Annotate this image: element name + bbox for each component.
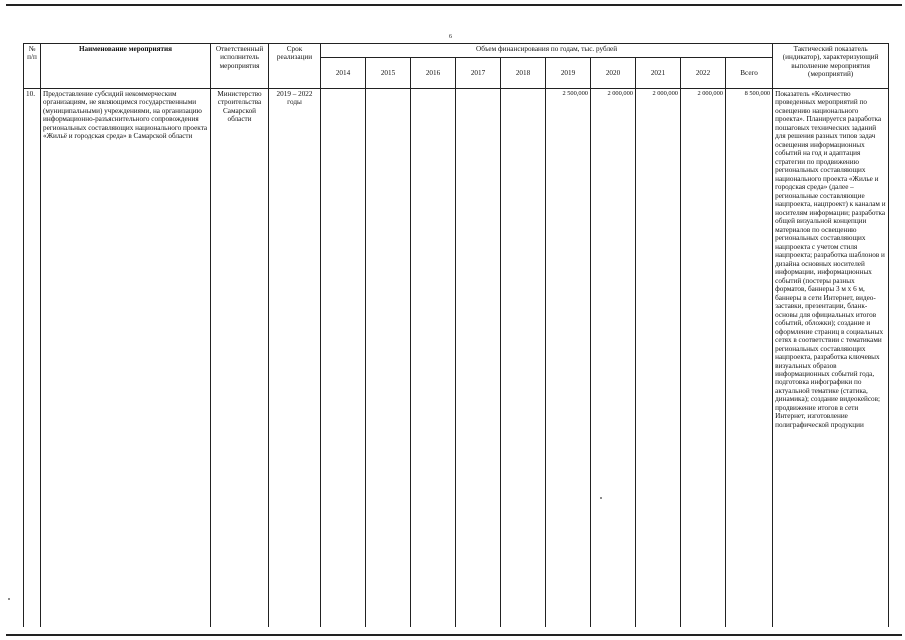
col-header-number: № п/п (24, 44, 41, 89)
col-header-year: 2021 (636, 58, 681, 89)
page-number: 6 (449, 34, 452, 40)
row-term: 2019 – 2022 годы (269, 89, 321, 628)
col-header-executor: Ответственный исполнитель мероприятия (211, 44, 269, 89)
scan-speck (8, 598, 10, 600)
row-value-2018 (501, 89, 546, 628)
row-value-2014 (321, 89, 366, 628)
row-value-2020: 2 000,000 (591, 89, 636, 628)
row-value-2022: 2 000,000 (681, 89, 726, 628)
row-value-2017 (456, 89, 501, 628)
row-number: 10. (24, 89, 41, 628)
col-header-year: 2022 (681, 58, 726, 89)
col-header-year: 2017 (456, 58, 501, 89)
col-header-indicator: Тактический показатель (индикатор), характеризующий выполнение мероприятия (мероприятий) (773, 44, 889, 89)
row-executor: Министерство строительства Самарской области (211, 89, 269, 628)
top-border-line (6, 4, 902, 6)
bottom-border-line (6, 634, 902, 636)
row-value-2015 (366, 89, 411, 628)
row-value-total: 8 500,000 (726, 89, 773, 628)
table-row (24, 89, 889, 628)
col-header-name: Наименование мероприятия (41, 44, 211, 89)
col-header-term: Срок реализации (269, 44, 321, 89)
row-name: Предоставление субсидий некоммерческим организациям, не являющимся государственными (муниципальными) учреждениями, на организацию информационно-разъяснительного сопровождения региональных составляющих национального проекта «Жильё и городская среда» в Самарской области (41, 89, 211, 628)
row-value-2016 (411, 89, 456, 628)
col-header-year: 2019 (546, 58, 591, 89)
col-header-year: 2020 (591, 58, 636, 89)
col-header-year: 2016 (411, 58, 456, 89)
row-value-2019: 2 500,000 (546, 89, 591, 628)
financing-table (23, 43, 889, 627)
col-header-year: 2015 (366, 58, 411, 89)
col-header-year: 2014 (321, 58, 366, 89)
row-value-2021: 2 000,000 (636, 89, 681, 628)
col-header-total: Всего (726, 58, 773, 89)
col-header-year: 2018 (501, 58, 546, 89)
col-header-financing: Объем финансирования по годам, тыс. рублей (321, 44, 773, 58)
row-indicator: Показатель «Количество проведенных мероприятий по освещению национального проекта». Планируется разработка пошаговых технических заданий для решения разных типов задач освещения информационных событий на год и адаптация стратегии по продвижению региональных составляющих национального проекта «Жилье и городская среда» (далее – региональные составляющие нацпроекта, нацпроект) к каналам и носителям информации; разработка общей визуальной концепции материалов по освещению региональных составляющих нацпроекта с учетом стиля нацпроекта; разработка шаблонов и дизайна основных носителей информации, информационных событий (постеры разных форматов, баннеры 3 м х 6 м, баннеры в сети Интернет, видео-заставки, презентации, бланк-основы для официальных итогов событий, обложки); создание и оформление страниц в социальных сетях в соответствии с тематиками региональных составляющих нацпроекта, разработка ключевых визуальных образов информационных событий года, подготовка инфографики по актуальной тематике (статика, динамика); создание видеокейсов; продвижение итогов в сети Интернет, изготовление полиграфической продукции (773, 89, 889, 628)
